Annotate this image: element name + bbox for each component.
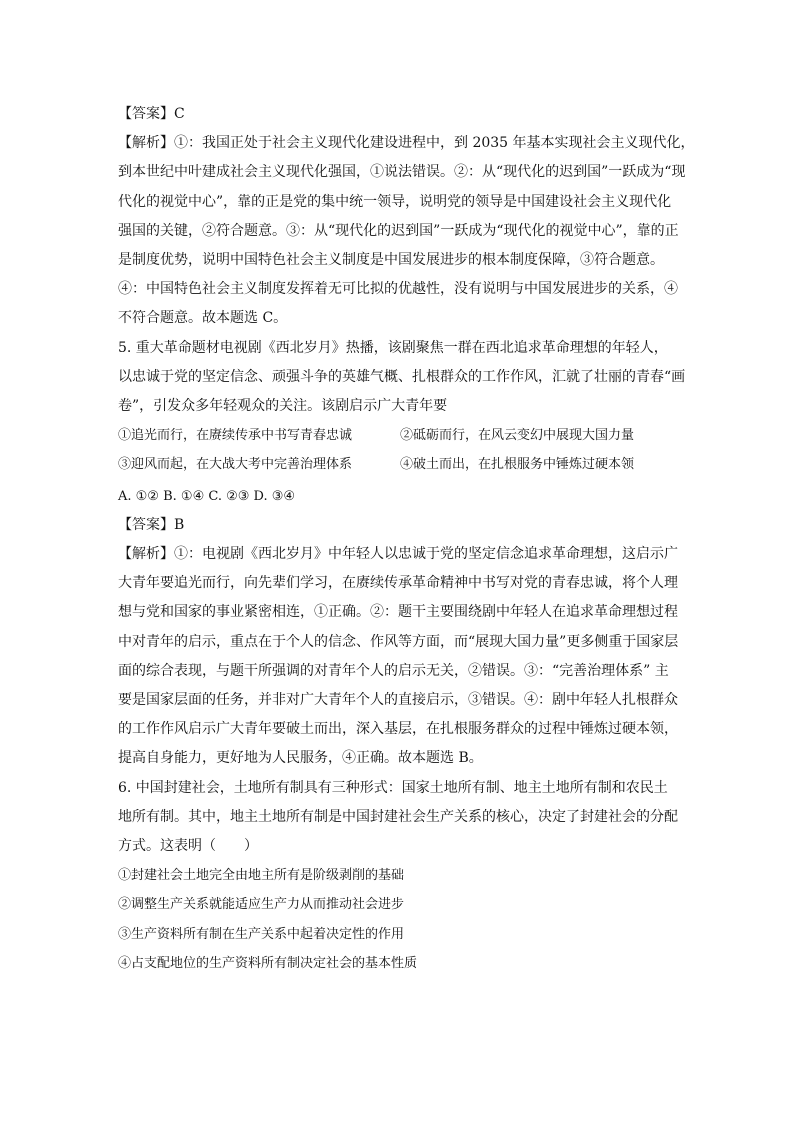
- analysis-line: 是制度优势，说明中国特色社会主义制度是中国发展进步的根本制度保障，③符合题意。: [118, 252, 664, 269]
- question-6-stem: [118, 774, 688, 862]
- option-3: ③生产资料所有制在生产关系中起着决定性的作用: [118, 926, 405, 942]
- question-5-choices: A. ①② B. ①④ C. ②③ D. ③④: [118, 488, 296, 504]
- answer-label-2: 【答案】B: [118, 516, 185, 533]
- question-5-stem: [118, 334, 688, 422]
- option-1: ①追光而行，在赓续传承中书写青春忠诚: [118, 428, 353, 444]
- option-2: ②调整生产关系就能适应生产力从而推动社会进步: [118, 897, 405, 913]
- stem-line: 6. 中国封建社会，土地所有制具有三种形式：国家土地所有制、地主土地所有制和农民土: [118, 779, 668, 796]
- analysis-2: [118, 540, 688, 774]
- option-row: [118, 450, 688, 479]
- option-2: ②砥砺而行，在风云变幻中展现大国力量: [400, 428, 635, 444]
- stem-line: 地所有制。其中，地主土地所有制是中国封建社会生产关系的核心，决定了封建社会的分配: [118, 808, 678, 825]
- question-5-options: [118, 421, 688, 479]
- analysis-line: 【解析】①：电视剧《西北岁月》中年轻人以忠诚于党的坚定信念追求革命理想，这启示广: [118, 546, 678, 563]
- document-page: [118, 100, 695, 978]
- analysis-line: 要是国家层面的任务，并非对广大青年个人的直接启示，③错误。④：剧中年轻人扎根群众: [118, 692, 678, 709]
- stem-line: 卷”，引发众多年轻观众的关注。该剧启示广大青年要: [118, 398, 448, 415]
- option-4: ④占支配地位的生产资料所有制决定社会的基本性质: [118, 955, 418, 971]
- analysis-line: 不符合题意。故本题选 C。: [118, 310, 288, 327]
- stem-line: 以忠诚于党的坚定信念、顽强斗争的英雄气概、扎根群众的工作作风，汇就了壮丽的青春“画: [118, 368, 686, 385]
- analysis-line: ④：中国特色社会主义制度发挥着无可比拟的优越性，没有说明与中国发展进步的关系，④: [118, 281, 678, 298]
- analysis-line: 想与党和国家的事业紧密相连，①正确。②：题干主要围绕剧中年轻人在追求革命理想过程: [118, 604, 678, 621]
- analysis-line: 面的综合表现，与题干所强调的对青年个人的启示无关，②错误。③：“完善治理体系” 主: [118, 662, 669, 679]
- option-1: ①封建社会土地完全由地主所有是阶级剥削的基础: [118, 868, 405, 884]
- stem-line: 5. 重大革命题材电视剧《西北岁月》热播，该剧聚焦一群在西北追求革命理想的年轻人，: [118, 339, 668, 356]
- analysis-line: 强国的关键，②符合题意。③：从“现代化的迟到国”一跃成为“现代化的视觉中心”，靠的正: [118, 222, 679, 239]
- analysis-line: 的工作作风启示广大青年要破土而出，深入基层，在扎根服务群众的过程中锤炼过硬本领，: [118, 721, 678, 738]
- analysis-1: [118, 129, 695, 333]
- analysis-line: 到本世纪中叶建成社会主义现代化强国，①说法错误。②：从“现代化的迟到国”一跃成为“现: [118, 164, 686, 181]
- question-6-options: [118, 861, 688, 978]
- analysis-line: 【解析】①：我国正处于社会主义现代化建设进程中，到 2035 年基本实现社会主义现代化，: [118, 135, 695, 152]
- option-row: [118, 421, 688, 450]
- stem-line: 方式。这表明（ ）: [118, 838, 258, 855]
- analysis-line: 大青年要追光而行，向先辈们学习，在赓续传承革命精神中书写对党的青春忠诚，将个人理: [118, 575, 678, 592]
- option-4: ④破土而出，在扎根服务中锤炼过硬本领: [400, 457, 635, 473]
- analysis-line: 提高自身能力，更好地为人民服务，④正确。故本题选 B。: [118, 750, 483, 767]
- answer-label-1: 【答案】C: [118, 106, 185, 122]
- option-3: ③迎风而起，在大战大考中完善治理体系: [118, 457, 353, 473]
- analysis-line: 中对青年的启示，重点在于个人的信念、作风等方面，而“展现大国力量”更多侧重于国家层: [118, 633, 679, 650]
- analysis-line: 代化的视觉中心”，靠的正是党的集中统一领导，说明党的领导是中国建设社会主义现代化: [118, 193, 672, 210]
